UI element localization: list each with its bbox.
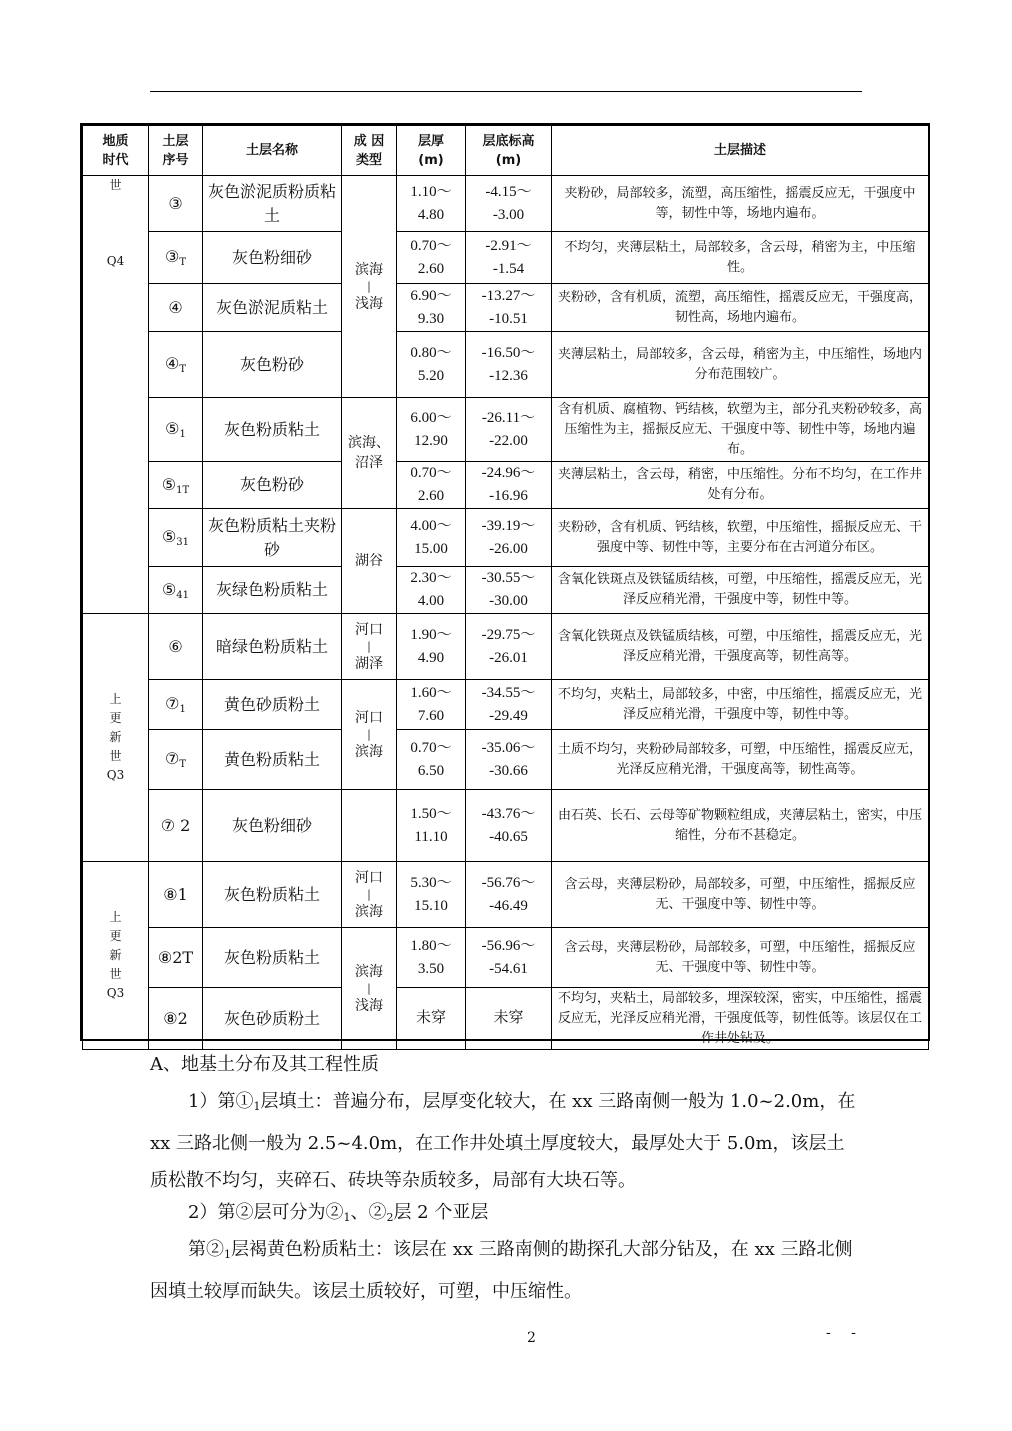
layer-description: 夹粉砂，局部较多，流塑，高压缩性，摇震反应无，干强度中等，韧性中等，场地内遍布。 (552, 176, 929, 232)
layer-bottom-elevation: -56.96～ -54.61 (466, 928, 552, 988)
layer-seq-sub: T (179, 759, 186, 770)
layer-description: 不均匀，夹粘土，局部较多，埋深较深，密实，中压缩性，摇震反应无，光泽反应稍光滑，干强度低等，韧性低等。该层仅在工作井处钻及。 (552, 988, 929, 1050)
layer-name: 灰色砂质粉土 (203, 988, 342, 1050)
layer-description: 含云母，夹薄层粉砂，局部较多，可塑，中压缩性，摇振反应无、干强度中等、韧性中等。 (552, 928, 929, 988)
origin-label: 河口 (355, 869, 383, 886)
origin-cell (342, 928, 397, 1050)
layer-seq: ④ (164, 354, 180, 373)
layer-bottom-elevation: -13.27～ -10.51 (466, 284, 552, 332)
paragraph-layer-2-1: 第$②_1$层褐黄色粉质粘土：该层在 xx 三路南侧的勘探孔大部分钻及，在 xx 三路北侧因填土较厚而缺失。该层土质较好，可塑，中压缩性。 (150, 1239, 853, 1302)
table-row (83, 332, 929, 398)
origin-cell (342, 176, 397, 398)
layer-name: 灰色粉质粘土 (203, 862, 342, 928)
layer-seq: ③ (164, 247, 180, 266)
layer-seq-sub: 1 (179, 704, 186, 715)
layer-seq: ⑥ (168, 637, 183, 656)
layer-bottom-elevation: -35.06～ -30.66 (466, 730, 552, 790)
origin-cell (342, 862, 397, 928)
origin-cell: 滨海、 沼泽 (342, 398, 397, 509)
layer-description: 含有机质、腐植物、钙结核，软塑为主，部分孔夹粉砂较多，高压缩性为主，摇振反应无、干强度中等、韧性中等，场地内遍布。 (552, 398, 929, 462)
header-name: 土层名称 (203, 126, 342, 176)
layer-seq-cell (149, 988, 203, 1050)
origin-label: 滨海 (355, 963, 383, 980)
origin-label: 滨海 (355, 743, 383, 760)
layer-bottom-elevation: -2.91～ -1.54 (466, 232, 552, 284)
layer-bottom-elevation: -56.76～ -46.49 (466, 862, 552, 928)
layer-bottom-elevation: -30.55～ -30.00 (466, 567, 552, 614)
header-era: 地质 时代 (83, 126, 149, 176)
layer-bottom-elevation: -16.50～ -12.36 (466, 332, 552, 398)
layer-thickness: 0.70～ 2.60 (397, 462, 466, 509)
layer-thickness: 0.80～ 5.20 (397, 332, 466, 398)
header-elevation: 层底标高 (m) (466, 126, 552, 176)
layer-seq: ⑤ (161, 579, 177, 599)
table-row (83, 398, 929, 462)
origin-separator: | (367, 639, 371, 653)
table-row (83, 462, 929, 509)
layer-name: 黄色砂质粉土 (203, 680, 342, 730)
layer-bottom-elevation: -4.15～ -3.00 (466, 176, 552, 232)
table-row (83, 614, 929, 680)
era-cell: 上 更 新 世 Q3 (83, 862, 149, 1050)
layer-seq-cell (149, 284, 203, 332)
table-row (83, 862, 929, 928)
layer-seq-cell (149, 928, 203, 988)
table-row (83, 284, 929, 332)
origin-label: 河口 (355, 621, 383, 638)
header-description: 土层描述 (552, 126, 929, 176)
layer-seq-cell (149, 462, 203, 509)
layer-thickness: 1.50～ 11.10 (397, 790, 466, 862)
era-cell: 上 更 新 世 Q3 (83, 614, 149, 862)
era-cell: 世 Q4 (83, 176, 149, 614)
table-row (83, 988, 929, 1050)
origin-label: 河口 (355, 709, 383, 726)
layer-name: 灰色粉细砂 (203, 790, 342, 862)
layer-description: 夹粉砂，含有机质，流塑，高压缩性，摇震反应无，干强度高，韧性高，场地内遍布。 (552, 284, 929, 332)
origin-label: 浅海 (355, 997, 383, 1014)
layer-seq-cell (149, 398, 203, 462)
page-number: 2 (527, 1330, 536, 1346)
origin-cell (342, 790, 397, 862)
table-row (83, 790, 929, 862)
origin-separator: | (367, 727, 371, 741)
layer-seq-cell (149, 176, 203, 232)
paragraph-layer-2-intro: 2）第②层可分为$②_1$、$②_2$层 2 个亚层 (188, 1202, 489, 1224)
layer-seq-cell (149, 862, 203, 928)
layer-name: 黄色粉质粘土 (203, 730, 342, 790)
layer-description: 夹薄层粘土，局部较多，含云母，稍密为主，中压缩性，场地内分布范围较广。 (552, 332, 929, 398)
layer-thickness: 1.90～ 4.90 (397, 614, 466, 680)
layer-description: 含氧化铁斑点及铁锰质结核，可塑，中压缩性，摇震反应无，光泽反应稍光滑，干强度中等，韧性中等。 (552, 567, 929, 614)
layer-seq-cell (149, 232, 203, 284)
layer-name: 灰色粉砂 (203, 332, 342, 398)
layer-seq-sub: 41 (176, 589, 190, 601)
paragraph-fill-layer: 1）第$①_1$层填土：普遍分布，层厚变化较大，在 xx 三路南侧一般为 1.0~2.0m，在 xx 三路北侧一般为 2.5~4.0m，在工作井处填土厚度较大，最厚处大于 5.0m，该层土质松散不均匀，夹碎石、砖块等杂质较多，局部有大块石等。 (150, 1091, 856, 1191)
layer-seq: ④ (168, 298, 183, 317)
layer-description: 含氧化铁斑点及铁锰质结核，可塑，中压缩性，摇震反应无，光泽反应稍光滑，干强度高等，韧性高等。 (552, 614, 929, 680)
layer-description: 土质不均匀，夹粉砂局部较多，可塑，中压缩性，摇震反应无，光泽反应稍光滑，干强度高等，韧性高等。 (552, 730, 929, 790)
origin-cell: 湖谷 (342, 509, 397, 614)
section-heading: A、地基土分布及其工程性质 (150, 1054, 379, 1075)
layer-seq-cell (149, 332, 203, 398)
origin-separator: | (367, 981, 371, 995)
layer-seq-cell (149, 680, 203, 730)
origin-label: 滨海 (355, 261, 383, 278)
layer-seq-sub: 1T (176, 484, 190, 496)
layer-bottom-elevation: -26.11～ -22.00 (466, 398, 552, 462)
layer-bottom-elevation: 未穿 (466, 988, 552, 1050)
table-header-row (83, 126, 929, 176)
origin-separator: | (367, 279, 371, 293)
table-row (83, 509, 929, 567)
layer-thickness: 2.30～ 4.00 (397, 567, 466, 614)
layer-description: 不均匀，夹薄层粘土，局部较多，含云母，稍密为主，中压缩性。 (552, 232, 929, 284)
footer-marks: - - (826, 1325, 864, 1341)
layer-seq-cell (149, 790, 203, 862)
layer-seq: ⑦ (165, 694, 180, 713)
layer-seq: ⑧2T (157, 948, 194, 967)
layer-seq: ⑤ (165, 419, 180, 438)
origin-label: 湖泽 (355, 655, 383, 672)
layer-name: 灰色粉质粘土 (203, 398, 342, 462)
layer-thickness: 未穿 (397, 988, 466, 1050)
layer-name: 灰色粉质粘土夹粉砂 (203, 509, 342, 567)
table-row (83, 680, 929, 730)
layer-seq: ⑧1 (163, 885, 188, 904)
table-row (83, 567, 929, 614)
layer-thickness: 1.10～ 4.80 (397, 176, 466, 232)
layer-seq-sub: 31 (176, 537, 190, 548)
layer-name: 灰色淤泥质粘土 (203, 284, 342, 332)
table-row (83, 232, 929, 284)
origin-separator: | (367, 887, 371, 901)
layer-name: 灰色淤泥质粉质粘土 (203, 176, 342, 232)
layer-seq-sub: 1 (179, 429, 186, 440)
layer-bottom-elevation: -29.75～ -26.01 (466, 614, 552, 680)
layer-seq: ③ (168, 194, 183, 213)
origin-cell (342, 614, 397, 680)
layer-seq: ⑦ (164, 749, 180, 768)
layer-thickness: 1.60～ 7.60 (397, 680, 466, 730)
table-row (83, 928, 929, 988)
origin-label: 浅海 (355, 295, 383, 312)
layer-seq-sub: T (179, 257, 186, 268)
layer-thickness: 6.00～ 12.90 (397, 398, 466, 462)
layer-description: 夹薄层粘土，含云母，稍密，中压缩性。分布不均匀，在工作井处有分布。 (552, 462, 929, 509)
layer-thickness: 4.00～ 15.00 (397, 509, 466, 567)
layer-seq: ⑧2 (163, 1009, 188, 1028)
layer-name: 灰色粉细砂 (203, 232, 342, 284)
layer-name: 灰绿色粉质粘土 (203, 567, 342, 614)
layer-seq-cell (149, 509, 203, 567)
layer-thickness: 0.70～ 2.60 (397, 232, 466, 284)
layer-seq: ⑦ 2 (160, 816, 191, 835)
layer-seq-cell (149, 567, 203, 614)
layer-description: 不均匀，夹粘土，局部较多，中密，中压缩性，摇震反应无，光泽反应稍光滑，干强度中等，韧性中等。 (552, 680, 929, 730)
layer-seq-cell (149, 614, 203, 680)
layer-description: 含云母，夹薄层粉砂，局部较多，可塑，中压缩性，摇振反应无、干强度中等、韧性中等。 (552, 862, 929, 928)
layer-seq-sub: T (179, 364, 186, 375)
layer-bottom-elevation: -34.55～ -29.49 (466, 680, 552, 730)
layer-name: 灰色粉质粘土 (203, 928, 342, 988)
header-rule (150, 91, 862, 92)
origin-cell (342, 680, 397, 790)
layer-name: 灰色粉砂 (203, 462, 342, 509)
layer-bottom-elevation: -43.76～ -40.65 (466, 790, 552, 862)
layer-thickness: 0.70～ 6.50 (397, 730, 466, 790)
layer-name: 暗绿色粉质粘土 (203, 614, 342, 680)
layer-seq: ⑤ (161, 527, 177, 546)
layer-description: 夹粉砂，含有机质、钙结核，软塑，中压缩性，摇振反应无、干强度中等、韧性中等，主要分布在古河道分布区。 (552, 509, 929, 567)
soil-layer-table (80, 123, 930, 1046)
header-seq: 土层 序号 (149, 126, 203, 176)
header-origin: 成 因 类型 (342, 126, 397, 176)
layer-description: 由石英、长石、云母等矿物颗粒组成，夹薄层粘土，密实，中压缩性，分布不甚稳定。 (552, 790, 929, 862)
layer-seq: ⑤ (161, 474, 177, 494)
layer-thickness: 1.80～ 3.50 (397, 928, 466, 988)
header-thickness: 层厚 (m) (397, 126, 466, 176)
layer-bottom-elevation: -39.19～ -26.00 (466, 509, 552, 567)
table-row (83, 730, 929, 790)
layer-thickness: 6.90～ 9.30 (397, 284, 466, 332)
layer-bottom-elevation: -24.96～ -16.96 (466, 462, 552, 509)
layer-seq-cell (149, 730, 203, 790)
origin-label: 滨海 (355, 903, 383, 920)
table-row (83, 176, 929, 232)
layer-thickness: 5.30～ 15.10 (397, 862, 466, 928)
